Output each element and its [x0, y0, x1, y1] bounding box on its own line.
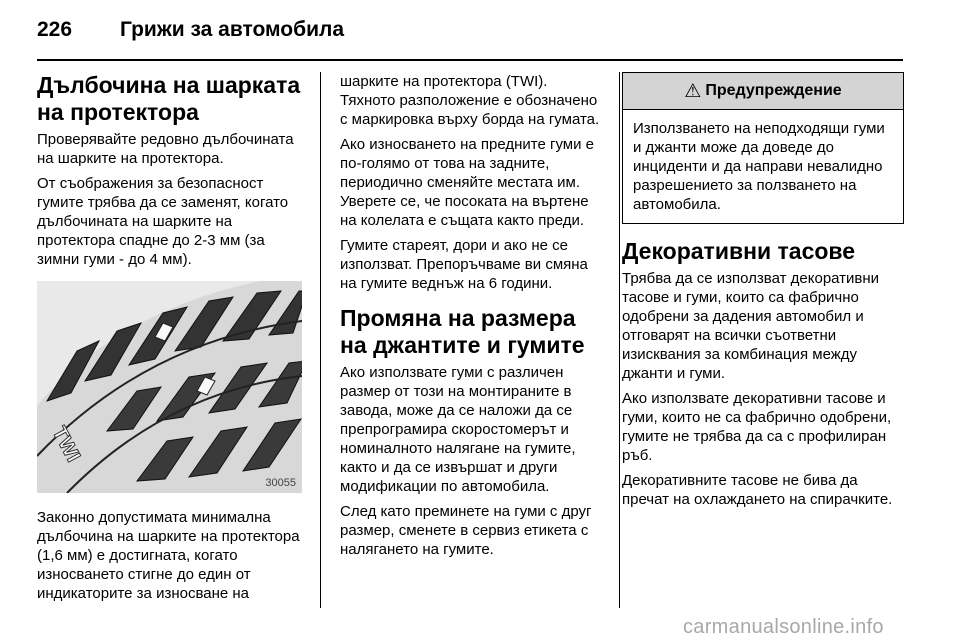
- column-left: [37, 72, 305, 609]
- watermark-text: carmanualsonline.info: [683, 616, 884, 638]
- paragraph: Проверявайте редовно дълбочината на шарките на протектора.: [37, 131, 294, 167]
- paragraph: шарките на протектора (TWI). Тяхното разположение е обозначено с маркировка върху борда на гумата.: [340, 73, 600, 128]
- paragraph: Законно допустимата минимална дълбочина на шарките на протектора (1,6 мм) е достигната, когато износването стигне до един от индикаторите за износване на: [37, 509, 300, 602]
- paragraph: Ако използвате гуми с различен размер от този на монтираните в завода, може да се наложи да се препрограмира скоростомерът и номиналното налягане на гумите, както и да се извършат и други модификации по автомобила.: [340, 364, 576, 495]
- column-middle: [340, 72, 605, 565]
- figure-number: 30055: [265, 477, 296, 489]
- page-header: [37, 18, 903, 58]
- paragraph: Ако износването на предните гуми е по-голямо от това на задните, периодично сменяйте местата им. Уверете се, че посоката на въртене на колелата е същата както преди.: [340, 136, 595, 229]
- column-right: [622, 72, 904, 515]
- paragraph: Декоративните тасове не бива да пречат на охлаждането на спирачките.: [622, 472, 893, 508]
- page-number: 226: [37, 18, 73, 41]
- warning-triangle-icon: ⚠: [684, 80, 702, 102]
- section-heading-rim-tire-size: Промяна на размера на джантите и гумите: [340, 305, 585, 358]
- warning-header: [623, 73, 903, 110]
- tire-tread-drawing: [37, 281, 302, 493]
- paragraph: След като преминете на гуми с друг размер, сменете в сервиз етикета с налягането на гумите.: [340, 503, 592, 558]
- paragraph: От съображения за безопасност гумите трябва да се заменят, когато дълбочината на шарките на протектора спадне до 2-3 мм (за зимни гуми - до 4 мм).: [37, 175, 289, 268]
- twi-marking-label: TWI: [47, 423, 85, 466]
- column-divider: [320, 72, 321, 608]
- tire-tread-illustration: [37, 281, 302, 493]
- paragraph: Трябва да се използват декоративни тасове и гуми, които са фабрично одобрени за дадения автомобил и отговарят на всички съответни изисквания за комбинация между джанти и гуми.: [622, 270, 880, 382]
- column-divider: [619, 72, 620, 608]
- warning-box: [622, 72, 904, 224]
- section-heading-wheel-covers: Декоративни тасове: [622, 238, 856, 264]
- warning-body: [623, 110, 903, 223]
- header-rule: [37, 59, 903, 61]
- paragraph: Гумите стареят, дори и ако не се използват. Препоръчваме ви смяна на гумите веднъж на 6 години.: [340, 237, 588, 292]
- paragraph: Ако използвате декоративни тасове и гуми, които не са фабрично одобрени, гумите не трябва да са с профилиран ръб.: [622, 390, 892, 464]
- warning-text: Използването на неподходящи гуми и джанти може да доведе до инциденти и да направи невалидно разрешението за ползването на автомобила.: [633, 120, 885, 213]
- section-heading-tread-depth: Дълбочина на шарката на протектора: [37, 72, 301, 125]
- warning-title: Предупреждение: [705, 82, 842, 99]
- page-title: Грижи за автомобила: [120, 18, 345, 41]
